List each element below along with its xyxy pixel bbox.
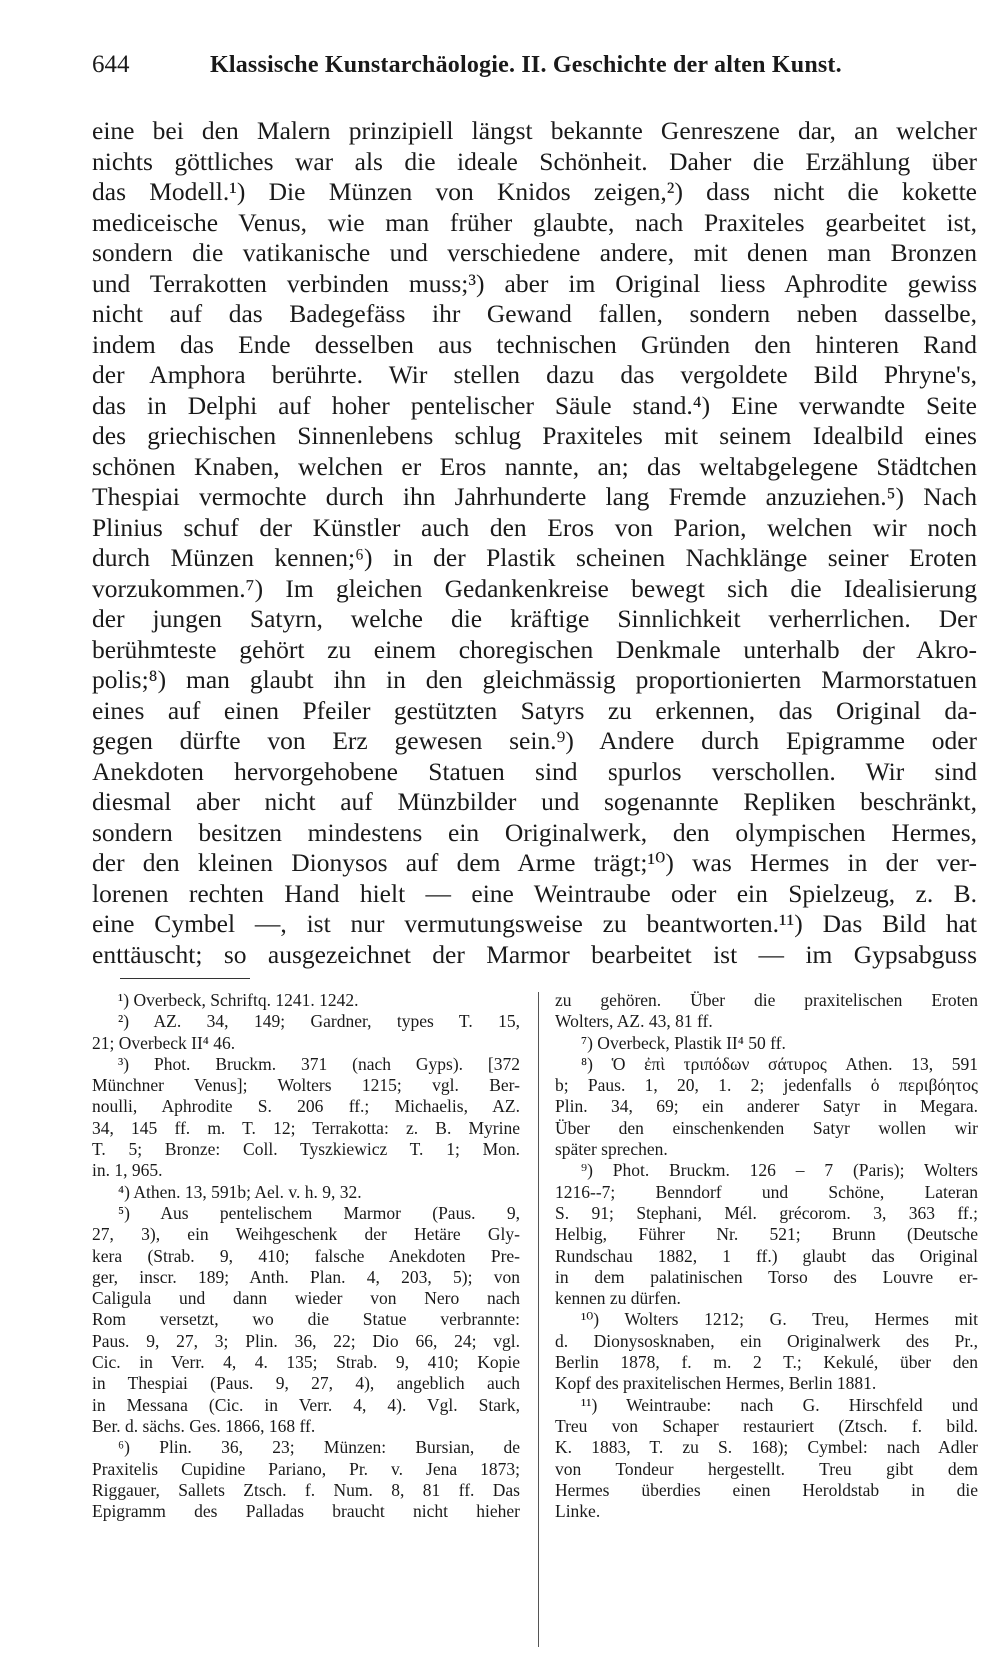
body-line: lorenen rechten Hand hielt — eine Weintraube oder ein Spielzeug, z. B. bbox=[92, 878, 977, 908]
footnote-line: Riggauer, Sallets Ztsch. f. Num. 8, 81 ff. Das bbox=[92, 1479, 520, 1500]
footnote-line: ⁴) Athen. 13, 591b; Ael. v. h. 9, 32. bbox=[118, 1181, 362, 1202]
footnote-line: in. 1, 965. bbox=[92, 1160, 163, 1181]
body-line: sondern besitzen mindestens ein Originalwerk, den olympischen Hermes, bbox=[92, 817, 977, 847]
footnote-line: ⁵) Aus pentelischem Marmor (Paus. 9, bbox=[118, 1202, 520, 1223]
footnote-line: ⁹) Phot. Bruckm. 126 – 7 (Paris); Wolters bbox=[581, 1160, 978, 1181]
body-line: nicht auf das Badegefäss ihr Gewand fallen, sondern neben dasselbe, bbox=[92, 299, 977, 328]
footnote-line: ³) Phot. Bruckm. 371 (nach Gyps). [372 bbox=[118, 1053, 520, 1074]
body-line: durch Münzen kennen;⁶) in der Plastik scheinen Nachklänge seiner Eroten bbox=[92, 543, 977, 572]
footnote-line: 34, 145 ff. m. T. 12; Terrakotta: z. B. Myrine bbox=[92, 1117, 520, 1138]
footnote-line: von Tondeur hergestellt. Treu gibt dem bbox=[555, 1458, 978, 1479]
footnote-line: Rom versetzt, wo die Statue verbrannte: bbox=[92, 1309, 520, 1330]
footnote-line: Caligula und dann wieder von Nero nach bbox=[92, 1288, 520, 1309]
footnote-line: Wolters, AZ. 43, 81 ff. bbox=[555, 1011, 713, 1032]
footnote-line: 21; Overbeck II⁴ 46. bbox=[92, 1032, 236, 1053]
footnote-line: 27, 3), ein Weihgeschenk der Hetäre Gly- bbox=[92, 1224, 520, 1245]
footnote-line: Linke. bbox=[555, 1501, 601, 1522]
body-line: des griechischen Sinnenlebens schlug Praxiteles mit seinem Idealbild eines bbox=[92, 421, 977, 450]
footnote-column-divider bbox=[538, 992, 539, 1647]
footnote-line: zu gehören. Über die praxitelischen Eroten bbox=[555, 990, 978, 1010]
footnote-line: b; Paus. 1, 20, 1. 2; jedenfalls ὁ περιβόητος bbox=[555, 1075, 978, 1096]
body-line: gegen dürfte von Erz gewesen sein.⁹) Andere durch Epigramme oder bbox=[92, 726, 977, 755]
body-line: berühmteste gehört zu einem choregischen Denkmale unterhalb der Akro- bbox=[92, 634, 977, 664]
running-title: Klassische Kunstarchäologie. II. Geschichte der alten Kunst. bbox=[210, 52, 842, 78]
footnote-line: kennen zu dürfen. bbox=[555, 1288, 681, 1309]
footnotes-right-column bbox=[555, 990, 978, 1522]
footnote-line: Paus. 9, 27, 3; Plin. 36, 22; Dio 66, 24; vgl. bbox=[92, 1330, 520, 1351]
body-line: eines auf einen Pfeiler gestützten Satyrs zu erkennen, das Original da- bbox=[92, 695, 977, 725]
body-line: sondern die vatikanische und verschiedene andere, mit denen man Bronzen bbox=[92, 238, 977, 267]
body-line: Anekdoten hervorgehobene Statuen sind spurlos verschollen. Wir sind bbox=[92, 756, 977, 786]
footnote-line: ⁶) Plin. 36, 23; Münzen: Bursian, de bbox=[118, 1437, 520, 1458]
footnote-line: Münchner Venus]; Wolters 1215; vgl. Ber- bbox=[92, 1075, 520, 1096]
body-line: eine bei den Malern prinzipiell längst bekannte Genreszene dar, an welcher bbox=[92, 116, 977, 145]
footnote-line: in Thespiai (Paus. 9, 27, 4), angeblich auch bbox=[92, 1373, 520, 1394]
body-line: indem das Ende desselben aus technischen Gründen den hinteren Rand bbox=[92, 329, 977, 359]
body-line: das in Delphi auf hoher pentelischer Säule stand.⁴) Eine verwandte Seite bbox=[92, 390, 977, 420]
body-line: Thespiai vermochte durch ihn Jahrhunderte lang Fremde anzuziehen.⁵) Nach bbox=[92, 482, 977, 511]
footnote-line: ⁷) Overbeck, Plastik II⁴ 50 ff. bbox=[581, 1032, 786, 1053]
body-line: der Amphora berührte. Wir stellen dazu das vergoldete Bild Phryne's, bbox=[92, 360, 977, 389]
body-line: mediceische Venus, wie man früher glaubte, nach Praxiteles gearbeitet ist, bbox=[92, 207, 977, 237]
body-line: schönen Knaben, welchen er Eros nannte, an; das weltabgelegene Städtchen bbox=[92, 451, 977, 481]
footnote-line: Rundschau 1882, 1 ff.) glaubt das Original bbox=[555, 1245, 978, 1266]
body-line: der jungen Satyrn, welche die kräftige Sinnlichkeit verherrlichen. Der bbox=[92, 604, 977, 633]
footnote-line: Hermes überdies einen Heroldstab in die bbox=[555, 1479, 978, 1500]
footnote-line: Ber. d. sächs. Ges. 1866, 168 ff. bbox=[92, 1415, 316, 1436]
body-line: eine Cymbel —, ist nur vermutungsweise zu beantworten.¹¹) Das Bild hat bbox=[92, 909, 977, 938]
footnote-line: in dem palatinischen Torso des Louvre er- bbox=[555, 1266, 978, 1287]
footnote-line: Über den einschenkenden Satyr wollen wir bbox=[555, 1117, 978, 1138]
body-text bbox=[92, 116, 977, 970]
footnote-line: ¹) Overbeck, Schriftq. 1241. 1242. bbox=[118, 990, 359, 1010]
footnote-line: S. 91; Stephani, Mél. grécorom. 3, 363 ff.; bbox=[555, 1202, 978, 1223]
body-line: das Modell.¹) Die Münzen von Knidos zeigen,²) dass nicht die kokette bbox=[92, 177, 977, 206]
footnote-line: Praxitelis Cupidine Pariano, Pr. v. Jena 1873; bbox=[92, 1458, 520, 1479]
footnote-line: T. 5; Bronze: Coll. Tyszkiewicz T. 1; Mon. bbox=[92, 1139, 520, 1160]
body-line: enttäuscht; so ausgezeichnet der Marmor bearbeitet ist — im Gypsabguss bbox=[92, 939, 977, 969]
body-line: nichts göttliches war als die ideale Schönheit. Daher die Erzählung über bbox=[92, 146, 977, 176]
page-number: 644 bbox=[92, 51, 130, 78]
footnote-line: kera (Strab. 9, 410; falsche Anekdoten Pre- bbox=[92, 1245, 520, 1266]
footnote-line: später sprechen. bbox=[555, 1139, 668, 1160]
footnote-line: K. 1883, T. zu S. 168); Cymbel: nach Adler bbox=[555, 1437, 978, 1458]
footnote-line: d. Dionysosknaben, ein Originalwerk des Pr., bbox=[555, 1330, 978, 1351]
body-line: und Terrakotten verbinden muss;³) aber im Original liess Aphrodite gewiss bbox=[92, 268, 977, 298]
footnote-line: Epigramm des Palladas braucht nicht hieher bbox=[92, 1501, 520, 1522]
footnote-line: ⁸) Ὁ ἐπὶ τριπόδων σάτυρος Athen. 13, 591 bbox=[581, 1053, 978, 1074]
footnote-line: Treu von Schaper restauriert (Ztsch. f. bild. bbox=[555, 1415, 978, 1436]
body-line: Plinius schuf der Künstler auch den Eros von Parion, welchen wir noch bbox=[92, 512, 977, 542]
footnote-line: noulli, Aphrodite S. 206 ff.; Michaelis, AZ. bbox=[92, 1096, 520, 1117]
footnote-rule bbox=[120, 978, 250, 979]
footnote-line: in Messana (Cic. in Verr. 4, 4). Vgl. Stark, bbox=[92, 1394, 520, 1415]
footnote-line: ¹¹) Weintraube: nach G. Hirschfeld und bbox=[581, 1394, 978, 1415]
footnote-line: Cic. in Verr. 4, 4. 135; Strab. 9, 410; Kopie bbox=[92, 1352, 520, 1373]
footnote-line: Plin. 34, 69; ein anderer Satyr in Megara. bbox=[555, 1096, 978, 1117]
footnote-line: Berlin 1878, f. m. 2 T.; Kekulé, über den bbox=[555, 1352, 978, 1373]
footnote-line: 1216--7; Benndorf und Schöne, Lateran bbox=[555, 1181, 978, 1202]
footnotes-left-column bbox=[92, 990, 520, 1522]
footnote-line: ger, inscr. 189; Anth. Plan. 4, 203, 5); von bbox=[92, 1266, 520, 1287]
footnote-line: Helbig, Führer Nr. 521; Brunn (Deutsche bbox=[555, 1224, 978, 1245]
body-line: polis;⁸) man glaubt ihn in den gleichmässig proportionierten Marmorstatuen bbox=[92, 665, 977, 694]
footnote-line: Kopf des praxitelischen Hermes, Berlin 1881. bbox=[555, 1373, 877, 1394]
body-line: diesmal aber nicht auf Münzbilder und sogenannte Repliken beschränkt, bbox=[92, 787, 977, 816]
footnote-line: ¹⁰) Wolters 1212; G. Treu, Hermes mit bbox=[581, 1309, 978, 1330]
body-line: vorzukommen.⁷) Im gleichen Gedankenkreise bewegt sich die Idealisierung bbox=[92, 573, 977, 603]
footnote-line: ²) AZ. 34, 149; Gardner, types T. 15, bbox=[118, 1011, 520, 1032]
body-line: der den kleinen Dionysos auf dem Arme trägt;¹⁰) was Hermes in der ver- bbox=[92, 848, 977, 877]
